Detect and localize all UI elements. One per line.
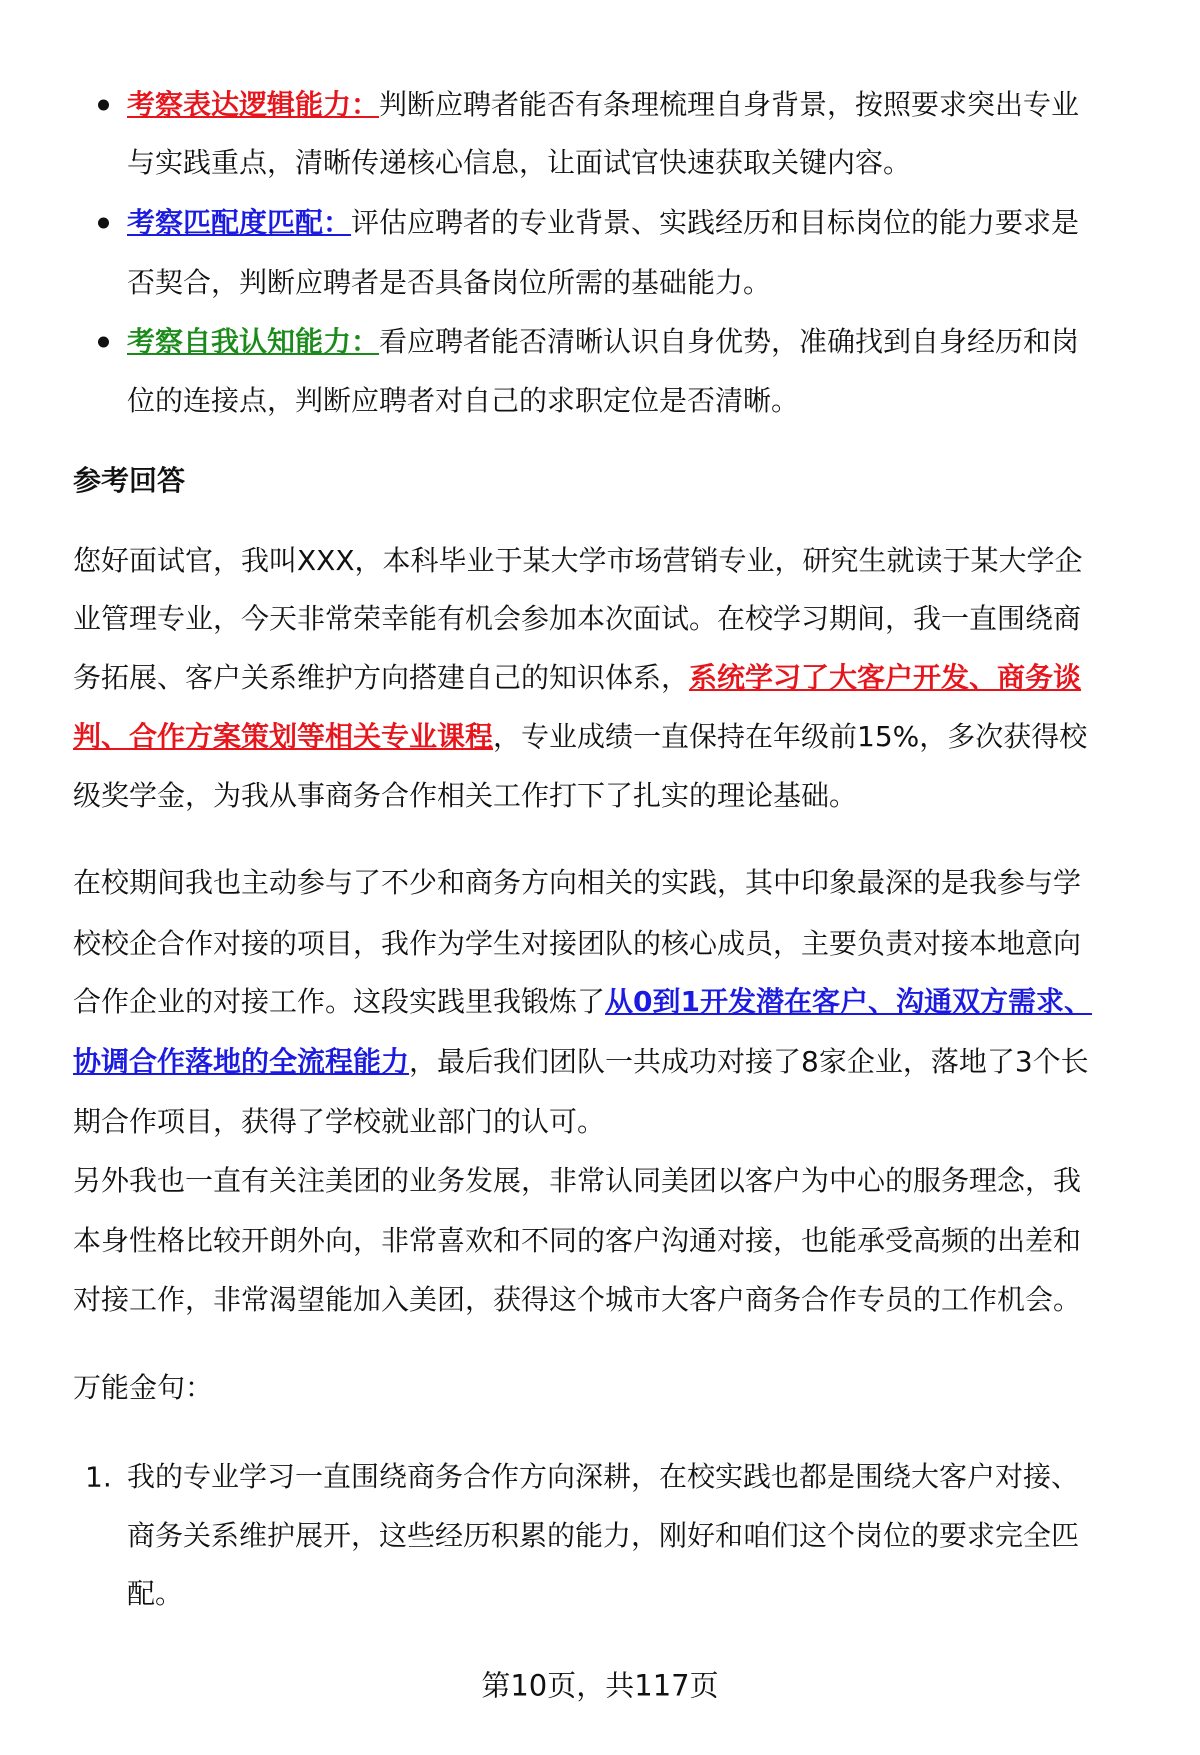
text-segment: 在校期间我也主动参与了不少和商务方向相关的实践，其中印象最深的是我参与学: [73, 866, 1082, 899]
paragraph-line: [73, 866, 1081, 900]
golden-sentence-label: 万能金句：: [73, 1371, 214, 1404]
text-segment: 另外我也一直有关注美团的业务发展，非常认同美团以客户为中心的服务理念，我: [73, 1164, 1082, 1197]
highlight-text: 考察自我认知能力：: [127, 325, 380, 358]
text-segment: 位的连接点，判断应聘者对自己的求职定位是否清晰。: [127, 384, 800, 417]
text-segment: 业管理专业，今天非常荣幸能有机会参加本次面试。在校学习期间，我一直围绕商: [73, 602, 1082, 635]
highlight-text: 系统学习了大客户开发、商务谈: [689, 661, 1082, 694]
paragraph-line: [73, 544, 1083, 578]
page-footer: 第10页，共117页: [481, 1668, 719, 1703]
paragraph-line: [73, 779, 857, 813]
text-segment: 看应聘者能否清晰认识自身优势，准确找到自身经历和岗: [379, 325, 1080, 358]
paragraph-line: [73, 1105, 605, 1139]
bullet-icon: [98, 337, 109, 348]
list-number: 1.: [85, 1460, 112, 1494]
paragraph-line: [73, 1283, 1081, 1317]
paragraph-line: [73, 602, 1081, 636]
section-heading: 参考回答: [73, 464, 186, 497]
highlight-text: 判、合作方案策划等相关专业课程: [73, 720, 494, 753]
paragraph-line: [73, 985, 1092, 1019]
bullet-icon: [98, 100, 109, 111]
bullet-line: [127, 88, 1079, 122]
list-line: 我的专业学习一直围绕商务合作方向深耕，在校实践也都是围绕大客户对接、: [127, 1460, 1080, 1493]
list-line: 商务关系维护展开，这些经历积累的能力，刚好和咱们这个岗位的要求完全匹: [127, 1519, 1080, 1552]
text-segment: 校校企合作对接的项目，我作为学生对接团队的核心成员，主要负责对接本地意向: [73, 927, 1082, 960]
text-segment: ，最后我们团队一共成功对接了8家企业，落地了3个长: [409, 1045, 1089, 1078]
text-segment: 对接工作，非常渴望能加入美团，获得这个城市大客户商务合作专员的工作机会。: [73, 1283, 1082, 1316]
text-segment: 判断应聘者能否有条理梳理自身背景，按照要求突出专业: [379, 88, 1080, 121]
text-segment: 级奖学金，为我从事商务合作相关工作打下了扎实的理论基础。: [73, 779, 858, 812]
highlight-text: 从0到1开发潜在客户、沟通双方需求、: [605, 985, 1092, 1018]
highlight-text: 考察表达逻辑能力：: [127, 88, 380, 121]
text-segment: 本身性格比较开朗外向，非常喜欢和不同的客户沟通对接，也能承受高频的出差和: [73, 1224, 1082, 1257]
paragraph-line: [73, 1164, 1081, 1198]
bullet-line: [127, 384, 799, 418]
text-segment: ，专业成绩一直保持在年级前15%，多次获得校: [493, 720, 1088, 753]
text-segment: 合作企业的对接工作。这段实践里我锻炼了: [73, 985, 606, 1018]
bullet-icon: [98, 218, 109, 229]
text-segment: 评估应聘者的专业背景、实践经历和目标岗位的能力要求是: [351, 206, 1080, 239]
text-segment: 务拓展、客户关系维护方向搭建自己的知识体系，: [73, 661, 690, 694]
paragraph-line: [73, 1224, 1081, 1258]
highlight-text: 协调合作落地的全流程能力: [73, 1045, 410, 1078]
paragraph-line: [73, 927, 1081, 961]
bullet-line: [127, 206, 1079, 240]
list-line: 配。: [127, 1577, 184, 1610]
text-segment: 与实践重点，清晰传递核心信息，让面试官快速获取关键内容。: [127, 146, 912, 179]
text-segment: 您好面试官，我叫XXX，本科毕业于某大学市场营销专业，研究生就读于某大学企: [73, 544, 1083, 577]
paragraph-line: [73, 661, 1081, 695]
text-segment: 否契合，判断应聘者是否具备岗位所需的基础能力。: [127, 266, 772, 299]
highlight-text: 考察匹配度匹配：: [127, 206, 352, 239]
paragraph-line: [73, 1045, 1089, 1079]
bullet-line: [127, 266, 771, 300]
text-segment: 期合作项目，获得了学校就业部门的认可。: [73, 1105, 606, 1138]
paragraph-line: [73, 720, 1087, 754]
bullet-line: [127, 325, 1079, 359]
bullet-line: [127, 146, 911, 180]
